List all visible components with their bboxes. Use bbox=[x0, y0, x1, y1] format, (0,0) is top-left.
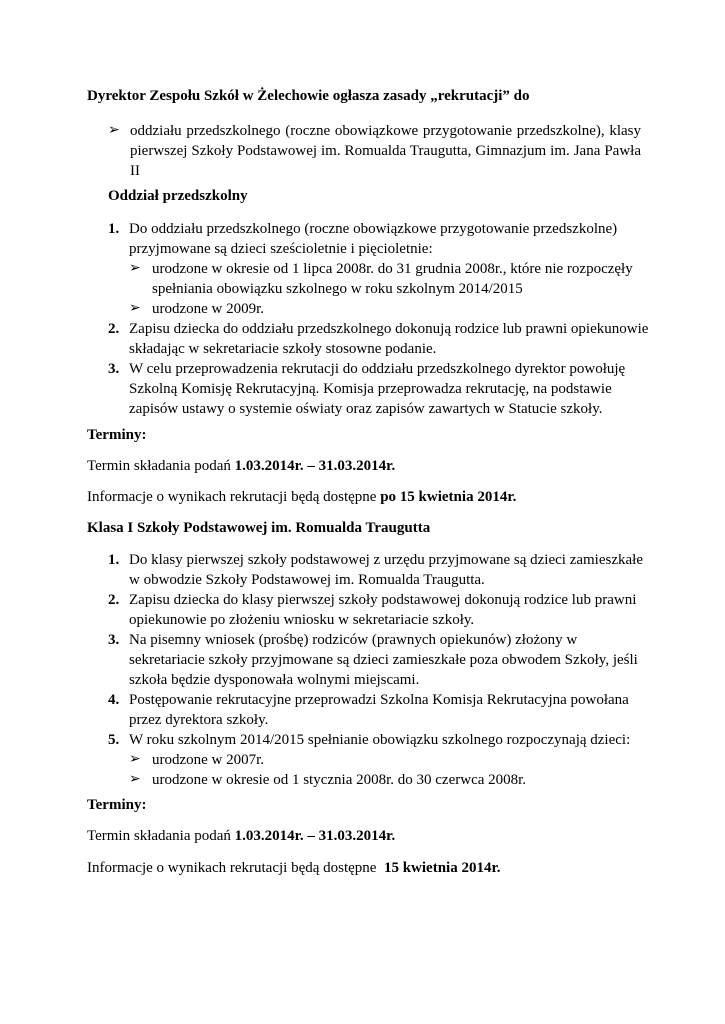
list-item-text: Zapisu dziecka do klasy pierwszej szkoły podstawowej dokonują rodzice lub prawni bbox=[129, 592, 637, 608]
sub-bullet-text: urodzone w okresie od 1 stycznia 2008r. do 30 czerwca 2008r. bbox=[152, 772, 527, 788]
list-item-text: Do klasy pierwszej szkoły podstawowej z urzędu przyjmowane są dzieci zamieszkałe bbox=[129, 552, 643, 568]
preschool-terms-heading: Terminy: bbox=[87, 427, 147, 443]
list-item-text: W celu przeprowadzenia rekrutacji do oddziału przedszkolnego dyrektor powołuję bbox=[129, 361, 626, 377]
list-item-number: 3. bbox=[108, 632, 120, 648]
preschool-list bbox=[108, 219, 648, 419]
arrow-bullet-icon: ➢ bbox=[108, 123, 120, 138]
arrow-bullet-icon: ➢ bbox=[129, 772, 141, 787]
list-item-text: w obwodzie Szkoły Podstawowej im. Romualda Traugutta. bbox=[129, 572, 485, 588]
intro-bullet-text: oddziału przedszkolnego (roczne obowiązkowe przygotowanie przedszkolne), klasy pierwszej Szkoły Podstawowej im. Romualda Traugutta, Gimnazjum im. Jana Pawła II bbox=[130, 123, 641, 179]
list-item bbox=[108, 690, 648, 730]
primary-list bbox=[108, 550, 648, 790]
primary-deadline-label: Termin składania podań bbox=[87, 828, 235, 844]
list-item-text: zapisów ustawy o systemie oświaty oraz zapisów zawartych w Statucie szkoły. bbox=[129, 401, 603, 417]
sub-bullet-text: urodzone w 2007r. bbox=[152, 752, 265, 768]
preschool-results-value: po 15 kwietnia 2014r. bbox=[380, 489, 517, 505]
arrow-bullet-icon: ➢ bbox=[129, 752, 141, 767]
list-item bbox=[108, 359, 648, 419]
list-item bbox=[108, 730, 648, 790]
list-item-text: sekretariacie szkoły przyjmowane są dzieci zamieszkałe poza obwodem Szkoły, jeśli bbox=[129, 652, 638, 668]
list-item-number: 1. bbox=[108, 221, 120, 237]
document-title: Dyrektor Zespołu Szkół w Żelechowie ogłasza zasady „rekrutacji” do bbox=[87, 88, 530, 104]
intro-bullet bbox=[108, 121, 641, 181]
list-item-number: 5. bbox=[108, 732, 120, 748]
list-item-text: przyjmowane są dzieci sześcioletnie i pięcioletnie: bbox=[129, 241, 433, 257]
preschool-heading: Oddział przedszkolny bbox=[108, 188, 248, 204]
preschool-deadline-label: Termin składania podań bbox=[87, 458, 235, 474]
list-item-number: 1. bbox=[108, 552, 120, 568]
list-item bbox=[108, 219, 648, 319]
primary-heading: Klasa I Szkoły Podstawowej im. Romualda Traugutta bbox=[87, 520, 431, 536]
sub-bullet bbox=[129, 770, 648, 790]
preschool-deadline-value: 1.03.2014r. – 31.03.2014r. bbox=[234, 458, 396, 474]
list-item-text: szkoła będzie dysponowała wolnymi miejscami. bbox=[129, 672, 420, 688]
primary-results-value: 15 kwietnia 2014r. bbox=[383, 860, 501, 876]
list-item-text: Do oddziału przedszkolnego (roczne obowiązkowe przygotowanie przedszkolne) bbox=[129, 221, 618, 237]
sub-bullet-list bbox=[129, 750, 648, 790]
list-item-text: Zapisu dziecka do oddziału przedszkolnego dokonują rodzice lub prawni opiekunowie bbox=[129, 321, 649, 337]
arrow-bullet-icon: ➢ bbox=[129, 261, 141, 276]
list-item-number: 2. bbox=[108, 592, 120, 608]
list-item bbox=[108, 319, 648, 359]
list-item bbox=[108, 590, 648, 630]
list-item-text: składając w sekretariacie szkoły stosowne podanie. bbox=[129, 341, 437, 357]
sub-bullet-text: spełniania obowiązku szkolnego w roku szkolnym 2014/2015 bbox=[152, 281, 523, 297]
arrow-bullet-icon: ➢ bbox=[129, 301, 141, 316]
list-item-number: 2. bbox=[108, 321, 120, 337]
list-item bbox=[108, 630, 648, 690]
sub-bullet bbox=[129, 750, 648, 770]
primary-deadline bbox=[87, 826, 395, 846]
list-item-number: 3. bbox=[108, 361, 120, 377]
list-item-text: opiekunowie po złożeniu wniosku w sekretariacie szkoły. bbox=[129, 612, 475, 628]
list-item bbox=[108, 550, 648, 590]
preschool-deadline bbox=[87, 456, 395, 476]
sub-bullet bbox=[129, 259, 648, 299]
list-item-text: Szkolną Komisję Rekrutacyjną. Komisja przeprowadza rekrutację, na podstawie bbox=[129, 381, 612, 397]
primary-results bbox=[87, 858, 501, 878]
sub-bullet-text: urodzone w 2009r. bbox=[152, 301, 265, 317]
list-item-text: Na pisemny wniosek (prośbę) rodziców (prawnych opiekunów) złożony w bbox=[129, 632, 578, 648]
preschool-results bbox=[87, 487, 516, 507]
list-item-text: W roku szkolnym 2014/2015 spełnianie obowiązku szkolnego rozpoczynają dzieci: bbox=[129, 732, 631, 748]
sub-bullet-list bbox=[129, 259, 648, 319]
list-item-text: Postępowanie rekrutacyjne przeprowadzi Szkolna Komisja Rekrutacyjna powołana bbox=[129, 692, 629, 708]
list-item-number: 4. bbox=[108, 692, 120, 708]
preschool-results-label: Informacje o wynikach rekrutacji będą dostępne bbox=[87, 489, 381, 505]
sub-bullet bbox=[129, 299, 648, 319]
primary-results-label: Informacje o wynikach rekrutacji będą dostępne bbox=[87, 860, 384, 876]
list-item-text: przez dyrektora szkoły. bbox=[129, 712, 269, 728]
primary-terms-heading: Terminy: bbox=[87, 797, 147, 813]
primary-deadline-value: 1.03.2014r. – 31.03.2014r. bbox=[234, 828, 396, 844]
sub-bullet-text: urodzone w okresie od 1 lipca 2008r. do 31 grudnia 2008r., które nie rozpoczęły bbox=[152, 261, 633, 277]
